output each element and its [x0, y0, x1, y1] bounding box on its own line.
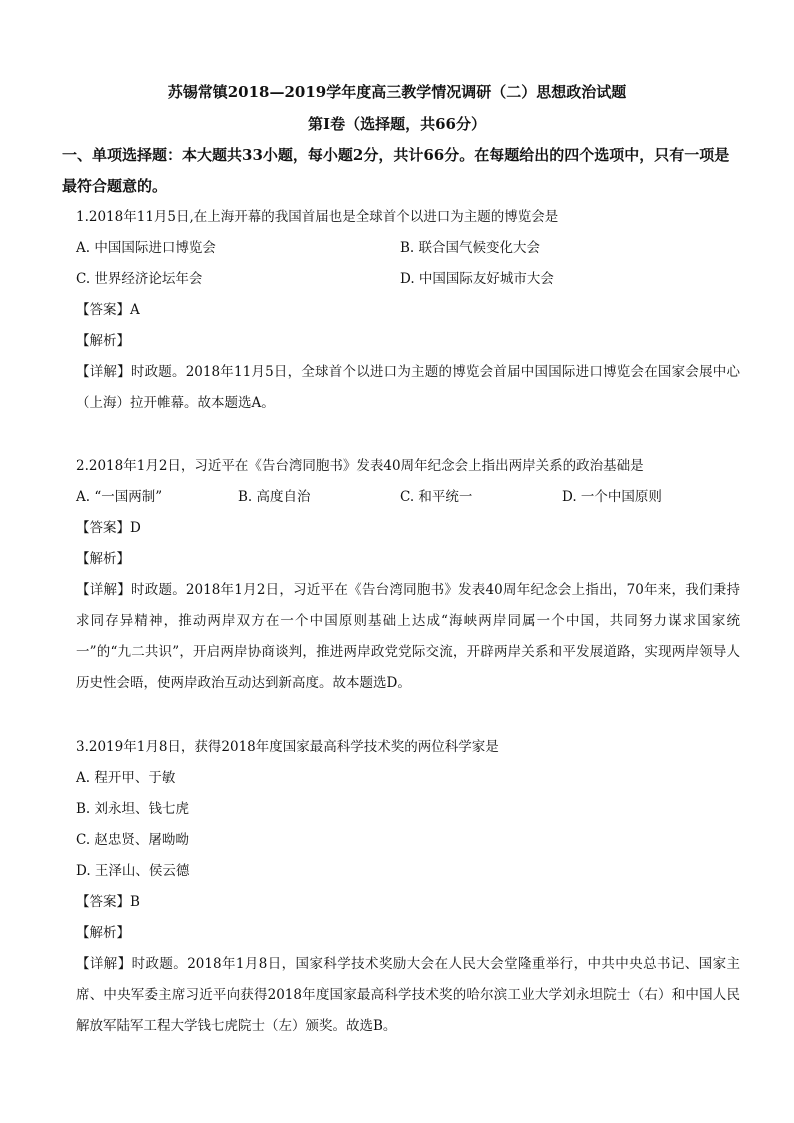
- question-3-analysis-label: 【解析】: [76, 925, 130, 941]
- question-3-option-b: B. 刘永坦、钱七虎: [76, 801, 190, 817]
- question-2-option-a: A. “一国两制”: [76, 489, 163, 505]
- question-3-stem: 3.2019年1月8日，获得2018年度国家最高科学技术奖的两位科学家是: [76, 739, 499, 755]
- question-3-detail: 【详解】时政题。2018年1月8日，国家科学技术奖励大会在人民大会堂隆重举行，中共中央总书记、国家主席、中央军委主席习近平向获得2018年度国家最高科学技术奖的哈尔滨工业大学刘永坦院士（右）和中国人民解放军陆军工程大学钱七虎院士（左）颁奖。故选B。: [76, 956, 740, 1034]
- question-3-option-c: C. 赵忠贤、屠呦呦: [76, 832, 189, 848]
- section-heading: 一、单项选择题：本大题共33小题，每小题2分，共计66分。在每题给出的四个选项中，只有一项是最符合题意的。: [62, 146, 730, 195]
- question-1-detail: 【详解】时政题。2018年11月5日，全球首个以进口为主题的博览会首届中国国际进口博览会在国家会展中心（上海）拉开帷幕。故本题选A。: [76, 364, 740, 411]
- question-1-option-c: C. 世界经济论坛年会: [76, 271, 203, 287]
- question-1-option-a: A. 中国国际进口博览会: [76, 240, 216, 256]
- question-2-option-c: C. 和平统一: [400, 489, 473, 505]
- question-2-option-d: D. 一个中国原则: [562, 489, 662, 505]
- question-1-option-d: D. 中国国际友好城市大会: [400, 271, 554, 287]
- question-1-stem: 1.2018年11月5日,在上海开幕的我国首届也是全球首个以进口为主题的博览会是: [76, 209, 559, 225]
- question-2-option-b: B. 高度自治: [238, 489, 311, 505]
- question-1-answer: 【答案】A: [76, 302, 140, 318]
- question-3-option-a: A. 程开甲、于敏: [76, 770, 176, 786]
- document-subtitle: 第Ⅰ卷（选择题，共66分）: [308, 115, 486, 133]
- question-2-answer: 【答案】D: [76, 520, 141, 536]
- question-2-detail: 【详解】时政题。2018年1月2日，习近平在《告台湾同胞书》发表40周年纪念会上指出，70年来，我们秉持求同存异精神，推动两岸双方在一个中国原则基础上达成“海峡两岸同属一个中国，共同努力谋求国家统一”的“九二共识”，开启两岸协商谈判，推进两岸政党党际交流，开辟两岸关系和平发展道路，实现两岸领导人历史性会晤，使两岸政治互动达到新高度。故本题选D。: [76, 582, 740, 691]
- question-2-analysis-label: 【解析】: [76, 551, 130, 567]
- question-1-option-b: B. 联合国气候变化大会: [400, 240, 541, 256]
- question-1-analysis-label: 【解析】: [76, 333, 130, 349]
- question-3-answer: 【答案】B: [76, 894, 140, 910]
- question-3-option-d: D. 王泽山、侯云德: [76, 863, 190, 879]
- question-2-stem: 2.2018年1月2日，习近平在《告台湾同胞书》发表40周年纪念会上指出两岸关系的政治基础是: [76, 458, 644, 474]
- document-title: 苏锡常镇2018—2019学年度高三教学情况调研（二）思想政治试题: [167, 83, 627, 101]
